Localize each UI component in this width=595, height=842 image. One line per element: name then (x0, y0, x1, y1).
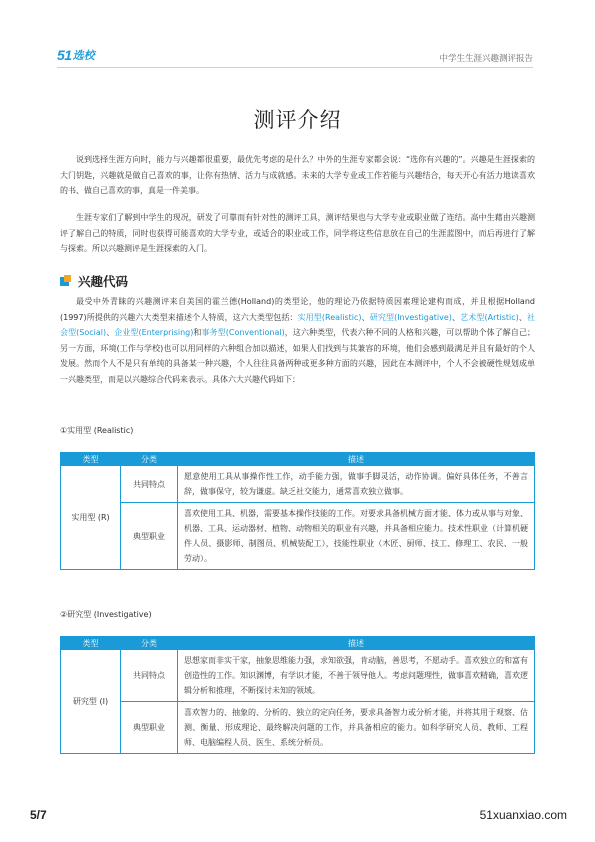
page-title: 测评介绍 (253, 108, 342, 132)
investigative-table (60, 636, 535, 754)
type-link-artistic[interactable]: 艺术型(Artistic) (460, 312, 519, 322)
page-number: 5/7 (30, 808, 47, 822)
section-title: 兴趣代码 (78, 274, 129, 289)
site-url[interactable]: 51xuanxiao.com (479, 808, 567, 822)
page-header (0, 0, 595, 72)
table-row (61, 503, 535, 570)
table-header-row (61, 637, 535, 650)
realistic-subheading: ①实用型 (Realistic) (60, 426, 134, 435)
holland-paragraph: 最受中外青睐的兴趣测评来自美国的霍兰德(Holland)的类型论，他的理论乃依据特质因素理论建构而成，并且根据Holland (1997)所提供的兴趣六大类型来描述个人特质，这六大类型包括：实用型(Realistic)、研究型(Investigative)、艺术型(Artistic)、社会型(Social)、企业型(Enterprising)和事务型(Conventional)，这六种类型，代表六种不同的人格和兴趣，可以帮助个体了解自己；另一方面，环境(工作与学校)也可以用同样的六种组合加以描述，如果人们找到与其兼容的环境，他们会感到最满足并且有最好的个人发展。然而个人不是只有单纯的具备某一种兴趣，个人往往具备两种或更多种方面的兴趣，因此在本测评中，个人不会被硬性规划成单一兴趣类型，而是以兴趣综合代码来表示。具体六大兴趣代码如下： (60, 297, 536, 384)
description-cell: 喜欢智力的、抽象的、分析的、独立的定向任务，要求具备智力或分析才能，并将其用于观察、估测、衡量、形成理论、最终解决问题的工作，并具备相应的能力。如科学研究人员、教师、工程师、电脑编程人员、医生、系统分析员。 (178, 702, 535, 754)
type-link-investigative[interactable]: 研究型(Investigative) (369, 312, 452, 322)
header-description: 描述 (178, 637, 535, 650)
intro-paragraph-2: 生涯专家们了解到中学生的现况，研发了可靠而有针对性的测评工具，测评结果也与大学专业或职业做了连结。高中生藉由兴趣测评了解自己的特质，同时也获得可能喜欢的大学专业，或适合的职业或工作，同学将这些信息放在自己的生涯蓝图中，而后再进行了解与探索。所以兴趣测评是生涯探索的入门。 (60, 213, 535, 253)
table-row (61, 702, 535, 754)
section-heading (60, 272, 128, 290)
header-category: 分类 (121, 453, 178, 466)
type-link-social[interactable]: 社会型(Social) (60, 312, 535, 337)
type-cell: 研究型 (I) (61, 650, 121, 754)
type-link-enterprising[interactable]: 企业型(Enterprising) (114, 328, 194, 337)
category-cell: 共同特点 (121, 650, 178, 702)
investigative-subheading: ②研究型 (Investigative) (60, 610, 152, 619)
description-cell: 思想家而非实干家，抽象思维能力强，求知欲强，肯动脑，善思考，不愿动手。喜欢独立的和富有创造性的工作。知识渊博，有学识才能，不善于领导他人。考虑问题理性，做事喜欢精确，喜欢逻辑分析和推理，不断探讨未知的领域。 (178, 650, 535, 702)
description-cell: 愿意使用工具从事操作性工作，动手能力强，做事手脚灵活，动作协调。偏好具体任务，不善言辞，做事保守，较为谦虚。缺乏社交能力，通常喜欢独立做事。 (178, 466, 535, 503)
brand-logo[interactable] (57, 45, 95, 65)
type-cell: 实用型 (R) (61, 466, 121, 570)
type-link-conventional[interactable]: 事务型(Conventional) (201, 328, 285, 337)
header-description: 描述 (178, 453, 535, 466)
realistic-table (60, 452, 535, 570)
logo-text: 选校 (72, 49, 95, 62)
header-category: 分类 (121, 637, 178, 650)
header-type: 类型 (61, 453, 121, 466)
table-row (61, 466, 535, 503)
logo-number: 51 (57, 47, 72, 63)
table-header-row (61, 453, 535, 466)
report-title: 中学生生涯兴趣测评报告 (439, 54, 533, 64)
category-cell: 典型职业 (121, 503, 178, 570)
type-link-realistic[interactable]: 实用型(Realistic) (297, 312, 362, 322)
category-cell: 典型职业 (121, 702, 178, 754)
description-cell: 喜欢使用工具、机器，需要基本操作技能的工作。对要求具备机械方面才能、体力或从事与对象、机器、工具、运动器材、植物、动物相关的职业有兴趣，并具备相应能力。技术性职业（计算机硬件人员、摄影师、制图员、机械装配工），技能性职业（木匠、厨师、技工、修理工、农民、一般劳动）。 (178, 503, 535, 570)
header-type: 类型 (61, 637, 121, 650)
intro-paragraph-1: 说到选择生涯方向时，能力与兴趣都很重要，最优先考虑的是什么？中外的生涯专家都会说：“选你有兴趣的”。兴趣是生涯探索的大门钥匙，兴趣就是做自己喜欢的事，让你有热情、活力与成就感。未来的大学专业或工作若能与兴趣结合，每天开心有活力地读喜欢的书、做自己喜欢的事，真是一件美事。 (60, 155, 535, 195)
category-cell: 共同特点 (121, 466, 178, 503)
section-square-icon (60, 275, 72, 287)
header-divider (57, 67, 533, 68)
table-row (61, 650, 535, 702)
